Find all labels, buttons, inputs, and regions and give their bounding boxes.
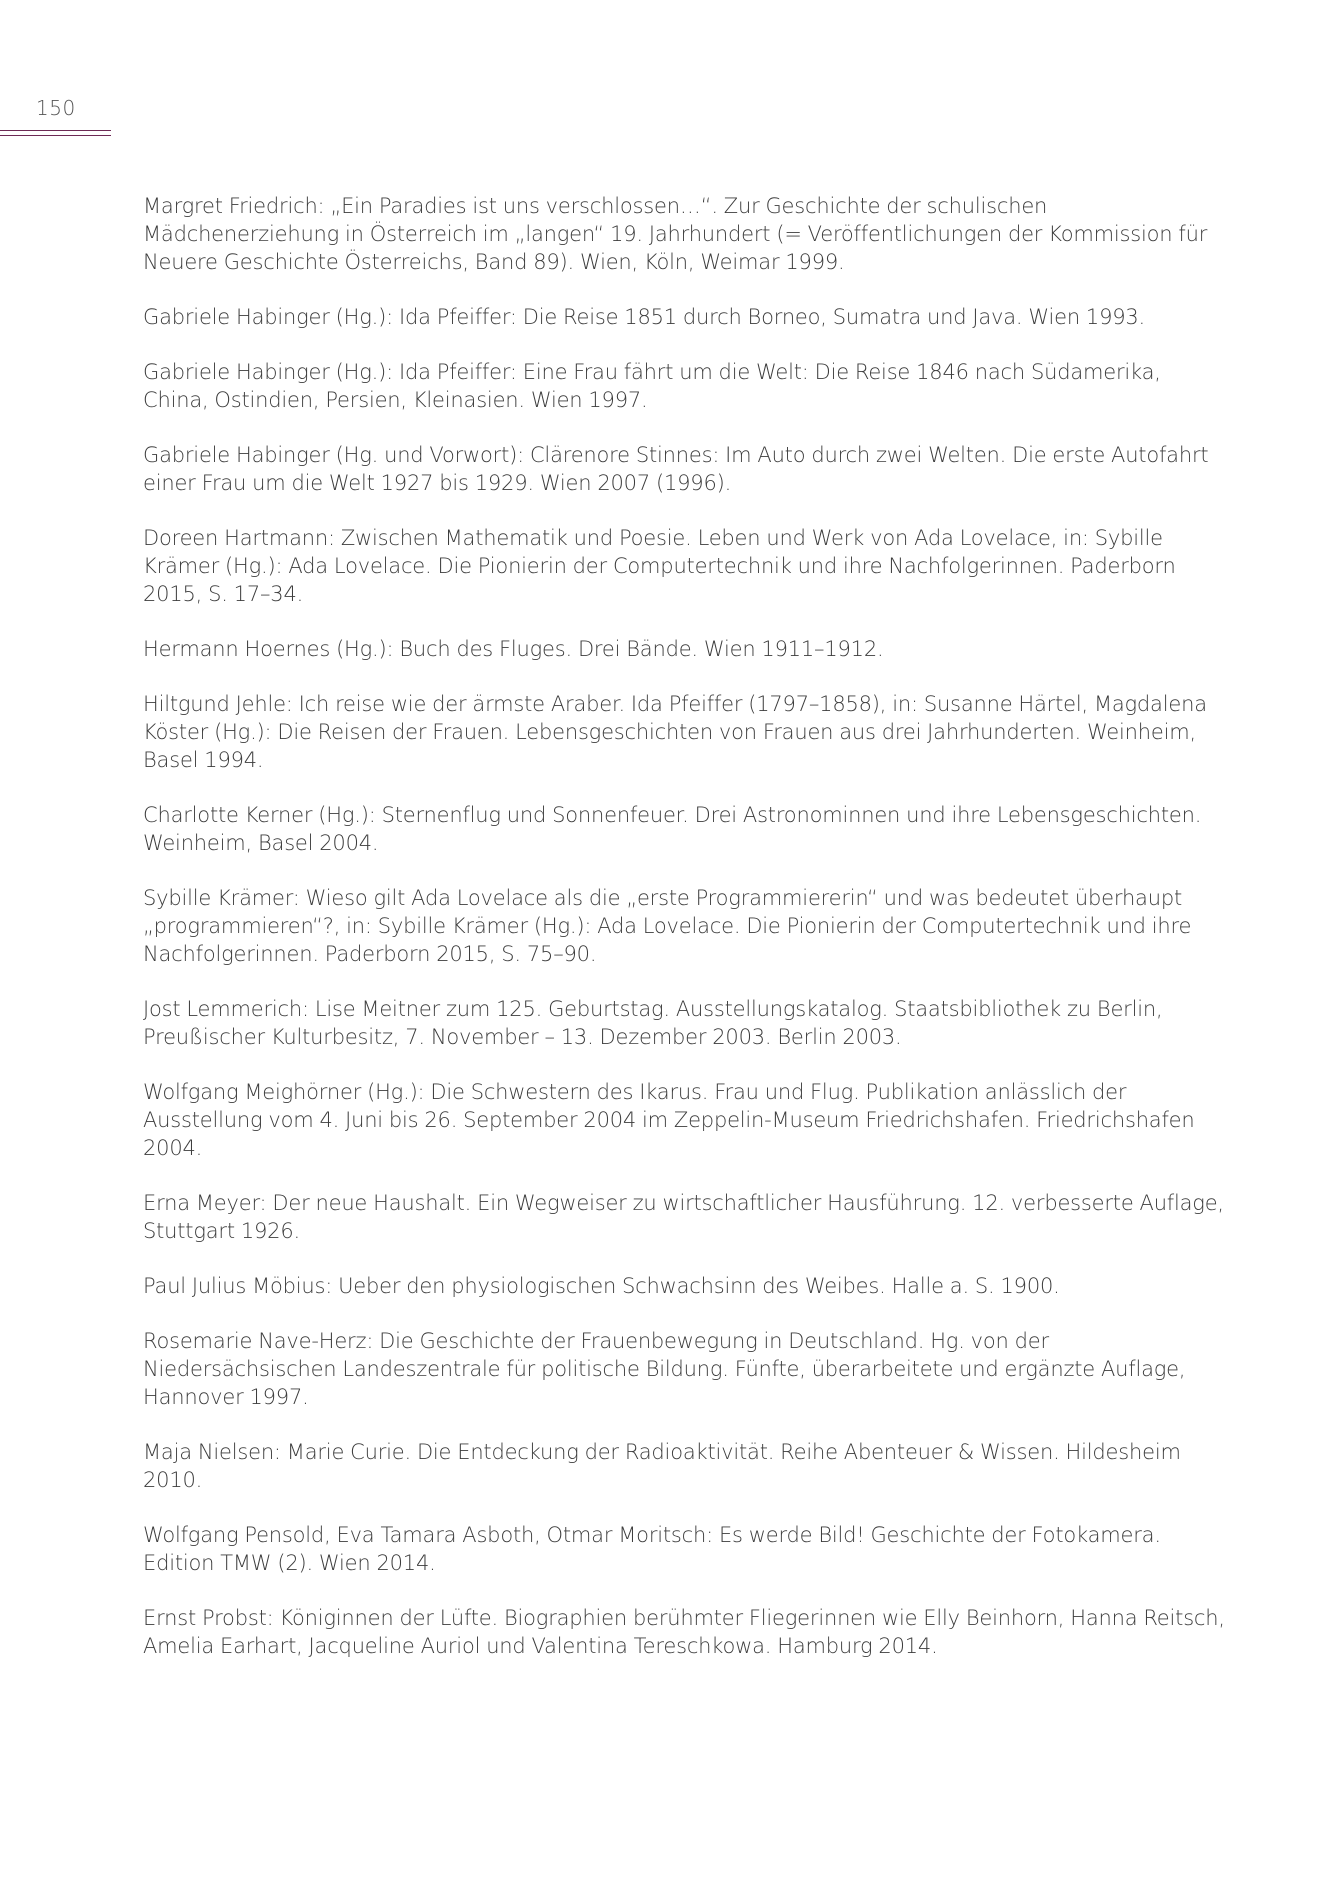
bibliography-entry: Hermann Hoernes (Hg.): Buch des Fluges. Drei Bände. Wien 1911–1912. [143, 637, 884, 661]
bibliography-entry: Gabriele Habinger (Hg.): Ida Pfeiffer: Die Reise 1851 durch Borneo, Sumatra und Java. Wien 1993. [143, 305, 1146, 329]
bibliography-list [143, 192, 1228, 1687]
bibliography-entry: Erna Meyer: Der neue Haushalt. Ein Wegweiser zu wirtschaftlicher Hausführung. 12. verbesserte Auflage, Stuttgart 1926. [143, 1191, 1224, 1243]
bibliography-entry: Paul Julius Möbius: Ueber den physiologischen Schwachsinn des Weibes. Halle a. S. 1900. [143, 1274, 1060, 1298]
bibliography-entry: Jost Lemmerich: Lise Meitner zum 125. Geburtstag. Ausstellungskatalog. Staatsbibliothek zu Berlin, Preußischer Kulturbesitz, 7. November – 13. Dezember 2003. Berlin 2003. [143, 997, 1163, 1049]
bibliography-entry: Gabriele Habinger (Hg.): Ida Pfeiffer: Eine Frau fährt um die Welt: Die Reise 1846 nach Südamerika, China, Ostindien, Persien, Kleinasien. Wien 1997. [143, 360, 1161, 412]
header-rule [0, 130, 111, 136]
bibliography-entry: Doreen Hartmann: Zwischen Mathematik und Poesie. Leben und Werk von Ada Lovelace, in: Sybille Krämer (Hg.): Ada Lovelace. Die Pionierin der Computertechnik und ihre Nachfolgerinnen. Paderborn 2015, S. 17–34. [143, 526, 1176, 606]
bibliography-entry: Maja Nielsen: Marie Curie. Die Entdeckung der Radioaktivität. Reihe Abenteuer & Wissen. Hildesheim 2010. [143, 1440, 1181, 1492]
bibliography-entry: Wolfgang Pensold, Eva Tamara Asboth, Otmar Moritsch: Es werde Bild! Geschichte der Fotokamera. Edition TMW (2). Wien 2014. [143, 1523, 1161, 1575]
bibliography-entry: Gabriele Habinger (Hg. und Vorwort): Clärenore Stinnes: Im Auto durch zwei Welten. Die erste Autofahrt einer Frau um die Welt 1927 bis 1929. Wien 2007 (1996). [143, 443, 1209, 495]
bibliography-entry: Wolfgang Meighörner (Hg.): Die Schwestern des Ikarus. Frau und Flug. Publikation anlässlich der Ausstellung vom 4. Juni bis 26. September 2004 im Zeppelin-Museum Friedrichshafen. Friedrichshafen 2004. [143, 1080, 1195, 1160]
bibliography-entry: Charlotte Kerner (Hg.): Sternenflug und Sonnenfeuer. Drei Astronominnen und ihre Lebensgeschichten. Weinheim, Basel 2004. [143, 803, 1202, 855]
bibliography-entry: Hiltgund Jehle: Ich reise wie der ärmste Araber. Ida Pfeiffer (1797–1858), in: Susanne Härtel, Magdalena Köster (Hg.): Die Reisen der Frauen. Lebensgeschichten von Frauen aus drei Jahrhunderten. Weinheim, Basel 1994. [143, 692, 1207, 772]
bibliography-entry: Margret Friedrich: „Ein Paradies ist uns verschlossen…“. Zur Geschichte der schulischen Mädchenerziehung in Österreich im „langen“ 19. Jahrhundert (= Veröffentlichungen der Kommission für Neuere Geschichte Österreichs, Band 89). Wien, Köln, Weimar 1999. [143, 194, 1208, 274]
page-number: 150 [36, 96, 76, 120]
bibliography-entry: Ernst Probst: Königinnen der Lüfte. Biographien berühmter Fliegerinnen wie Elly Beinhorn, Hanna Reitsch, Amelia Earhart, Jacqueline Auriol und Valentina Tereschkowa. Hamburg 2014. [143, 1606, 1225, 1658]
bibliography-entry: Sybille Krämer: Wieso gilt Ada Lovelace als die „erste Programmiererin“ und was bedeutet überhaupt „programmieren“?, in: Sybille Krämer (Hg.): Ada Lovelace. Die Pionierin der Computertechnik und ihre Nachfolgerinnen. Paderborn 2015, S. 75–90. [143, 886, 1192, 966]
bibliography-entry: Rosemarie Nave-Herz: Die Geschichte der Frauenbewegung in Deutschland. Hg. von der Niedersächsischen Landeszentrale für politische Bildung. Fünfte, überarbeitete und ergänzte Auflage, Hannover 1997. [143, 1329, 1186, 1409]
